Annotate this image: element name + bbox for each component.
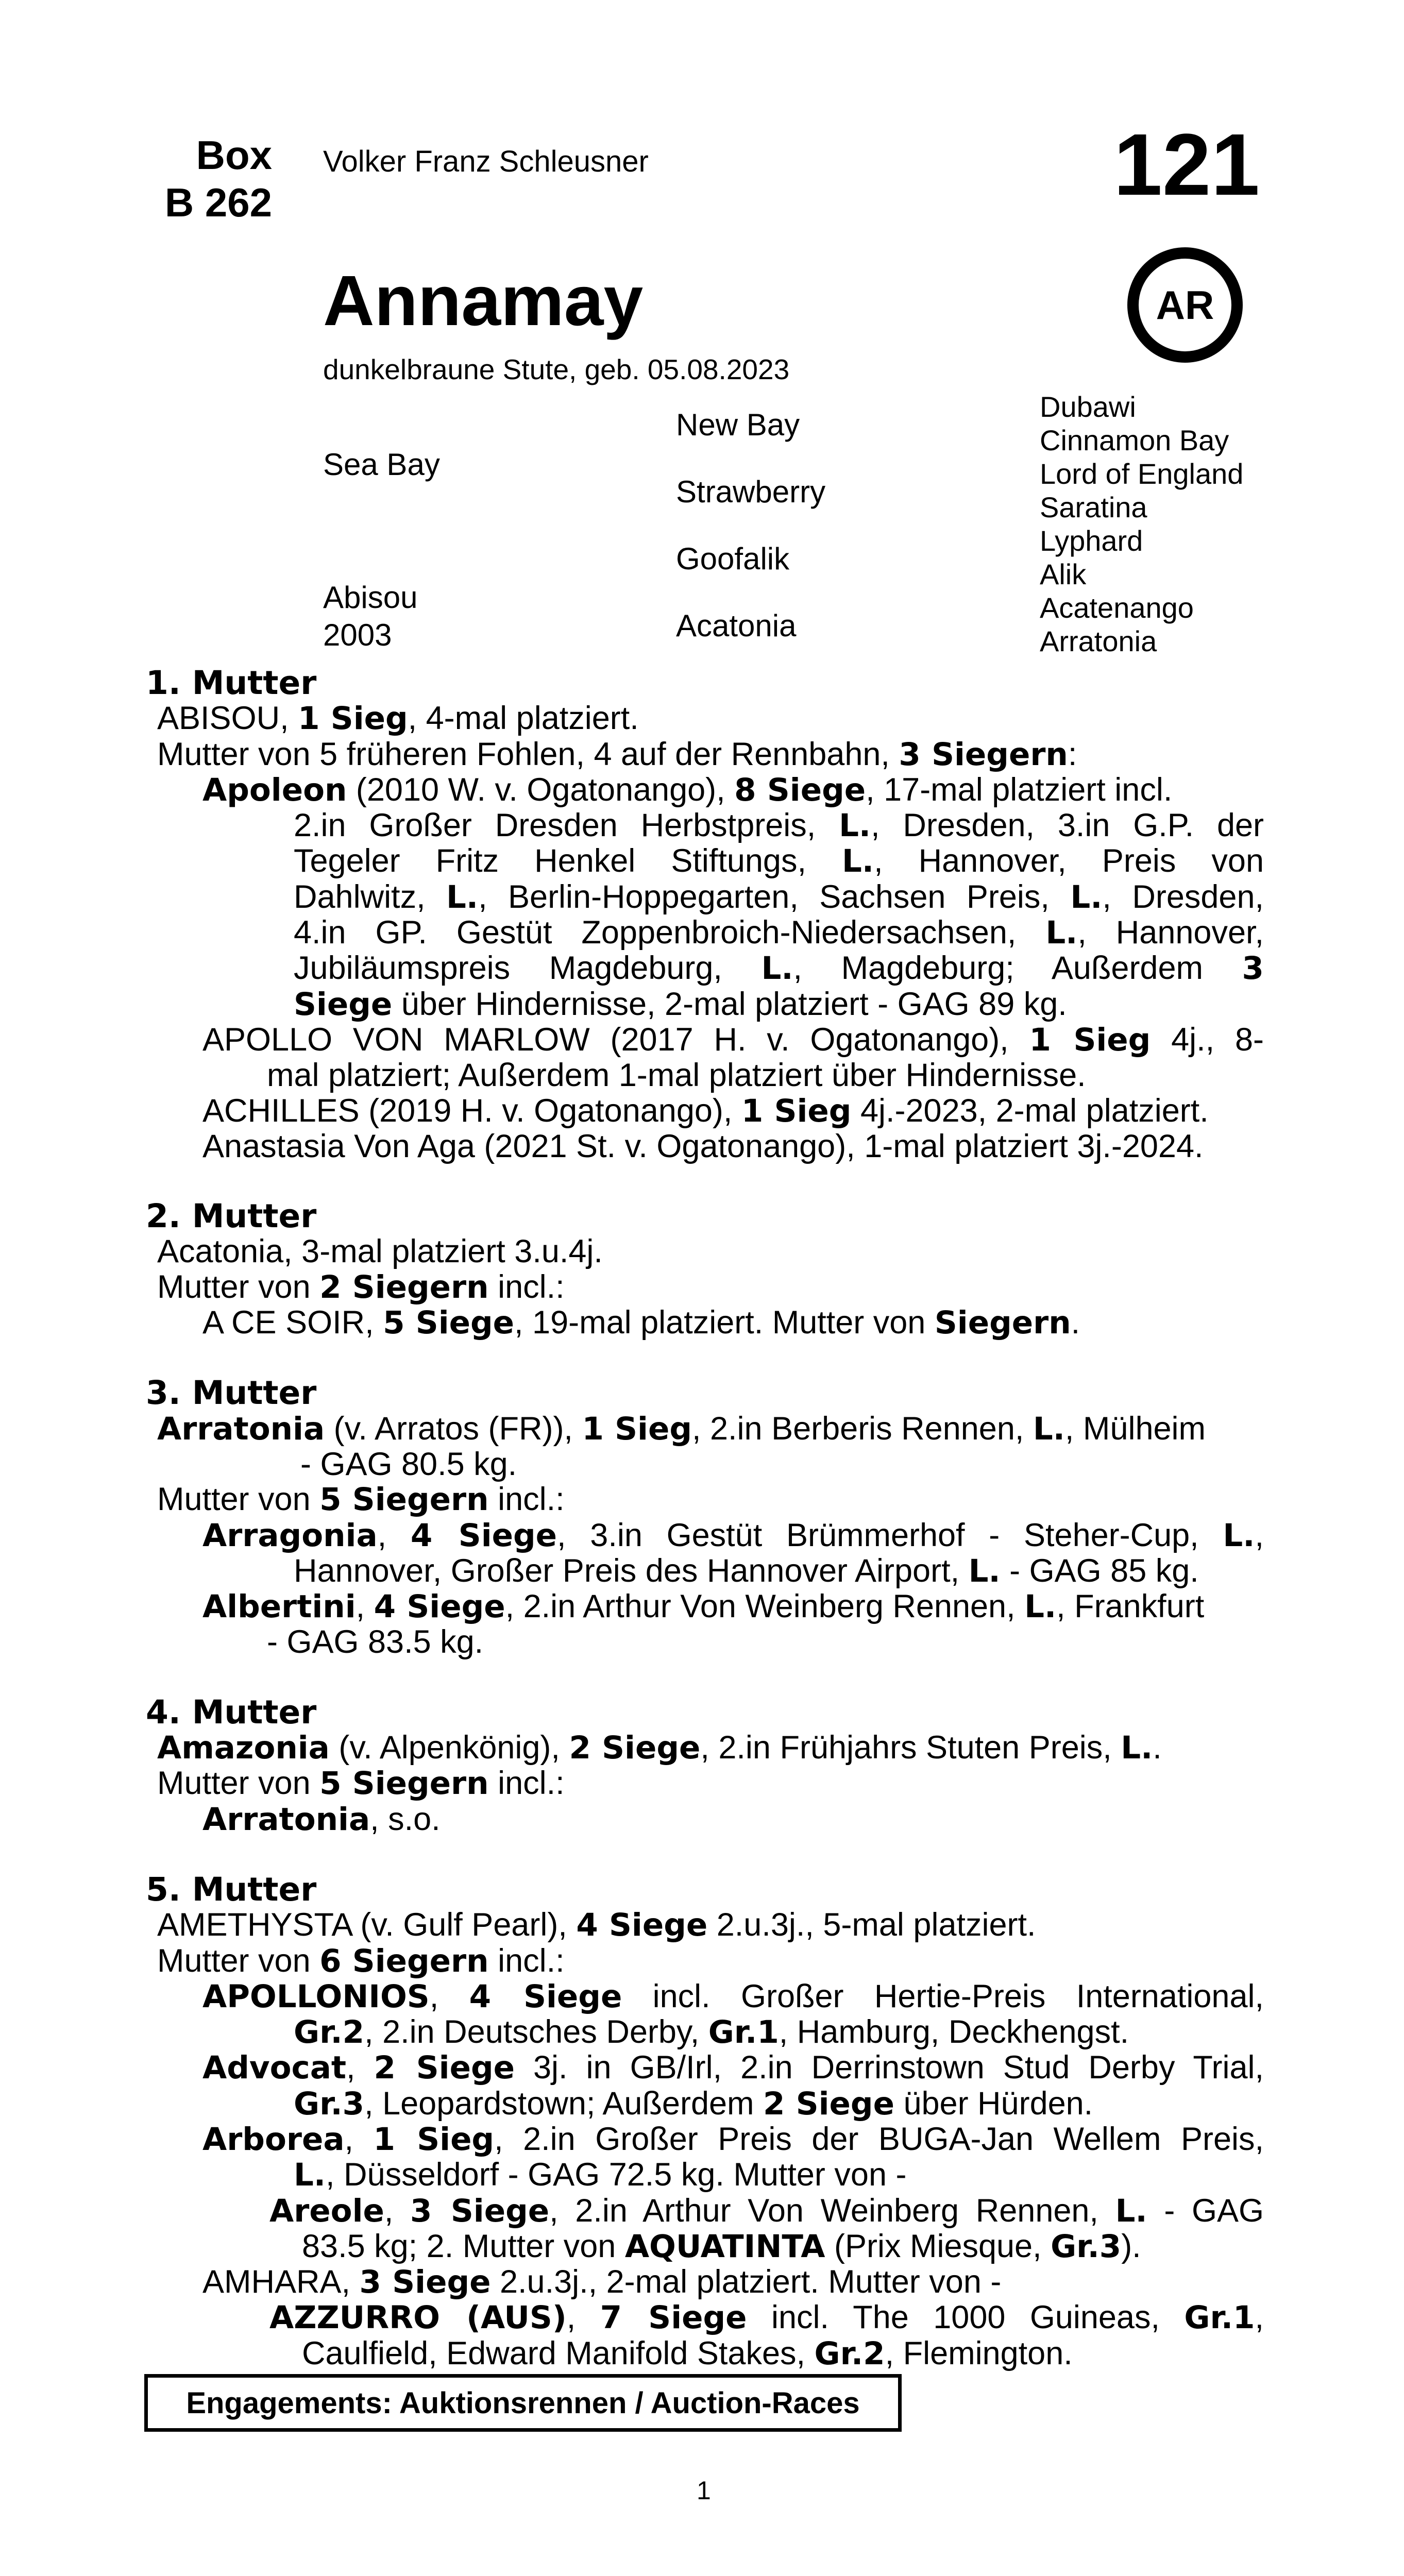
offspring-entry: Advocat, 2 Siege 3j. in GB/Irl, 2.in Derrinstown Stud Derby Trial, xyxy=(202,2049,1264,2087)
pedigree-dam: Abisou xyxy=(323,580,418,615)
offspring-entry-continued: Gr.3, Leopardstown; Außerdem 2 Siege über Hürden. xyxy=(294,2085,1093,2122)
pedigree-grandparent: Strawberry xyxy=(676,474,826,509)
offspring-entry-continued: Tegeler Fritz Henkel Stiftungs, L., Hannover, Preis von xyxy=(294,843,1264,880)
offspring-entry: Albertini, 4 Siege, 2.in Arthur Von Weinberg Rennen, L., Frankfurt xyxy=(202,1588,1205,1625)
lot-number: 121 xyxy=(1113,116,1260,214)
grand-offspring-entry-continued: 83.5 kg; 2. Mutter von AQUATINTA (Prix Miesque, Gr.3). xyxy=(302,2228,1141,2265)
offspring-entry-continued: L., Düsseldorf - GAG 72.5 kg. Mutter von - xyxy=(294,2157,907,2194)
produce-summary: Mutter von 6 Siegern incl.: xyxy=(157,1942,565,1979)
produce-summary: Mutter von 5 früheren Fohlen, 4 auf der Rennbahn, 3 Siegern: xyxy=(157,736,1077,773)
section-heading: 1. Mutter xyxy=(146,664,317,702)
pedigree-grandparent: Acatonia xyxy=(676,608,797,643)
dam-record-continued: - GAG 80.5 kg. xyxy=(300,1446,517,1482)
grand-offspring-entry: Areole, 3 Siege, 2.in Arthur Von Weinberg Rennen, L. - GAG xyxy=(269,2192,1264,2229)
page-number: 1 xyxy=(697,2476,711,2505)
pedigree-great-grandparent: Saratina xyxy=(1040,491,1147,523)
pedigree-great-grandparent: Acatenango xyxy=(1040,591,1194,624)
offspring-entry: ACHILLES (2019 H. v. Ogatonango), 1 Sieg 4j.-2023, 2-mal platziert. xyxy=(202,1092,1209,1129)
section-heading: 4. Mutter xyxy=(146,1693,317,1731)
offspring-entry-continued: Siege über Hindernisse, 2-mal platziert - GAG 89 kg. xyxy=(294,986,1067,1023)
offspring-entry-continued: - GAG 83.5 kg. xyxy=(267,1624,484,1660)
pedigree-great-grandparent: Lord of England xyxy=(1040,457,1244,490)
offspring-entry: APOLLONIOS, 4 Siege incl. Großer Hertie-Preis International, xyxy=(202,1978,1264,2015)
dam-record: ABISOU, 1 Sieg, 4-mal platziert. xyxy=(157,700,639,737)
pedigree-great-grandparent: Lyphard xyxy=(1040,524,1143,557)
dam-record: Acatonia, 3-mal platziert 3.u.4j. xyxy=(157,1233,603,1270)
offspring-entry: A CE SOIR, 5 Siege, 19-mal platziert. Mutter von Siegern. xyxy=(202,1304,1080,1342)
ar-badge xyxy=(1127,247,1243,363)
offspring-entry: Arratonia, s.o. xyxy=(202,1801,441,1838)
offspring-entry-continued: Dahlwitz, L., Berlin-Hoppegarten, Sachsen Preis, L., Dresden, xyxy=(294,878,1264,916)
pedigree-grandparent: Goofalik xyxy=(676,541,790,576)
offspring-entry-continued: 4.in GP. Gestüt Zoppenbroich-Niedersachsen, L., Hannover, xyxy=(294,914,1264,952)
offspring-entry: Anastasia Von Aga (2021 St. v. Ogatonango), 1-mal platziert 3j.-2024. xyxy=(202,1128,1204,1164)
offspring-entry: AMHARA, 3 Siege 2.u.3j., 2-mal platziert. Mutter von - xyxy=(202,2264,1002,2301)
section-heading: 3. Mutter xyxy=(146,1374,317,1412)
grand-offspring-entry: AZZURRO (AUS), 7 Siege incl. The 1000 Guineas, Gr.1, xyxy=(269,2299,1264,2336)
ar-badge-label: AR xyxy=(1156,282,1214,328)
offspring-entry: Arragonia, 4 Siege, 3.in Gestüt Brümmerhof - Steher-Cup, L., xyxy=(202,1517,1264,1554)
offspring-entry: Arborea, 1 Sieg, 2.in Großer Preis der BUGA-Jan Wellem Preis, xyxy=(202,2121,1264,2158)
offspring-entry-continued: mal platziert; Außerdem 1-mal platziert über Hindernisse. xyxy=(267,1057,1086,1094)
offspring-entry-continued: Hannover, Großer Preis des Hannover Airport, L. - GAG 85 kg. xyxy=(294,1552,1199,1589)
dam-record: Amazonia (v. Alpenkönig), 2 Siege, 2.in Frühjahrs Stuten Preis, L.. xyxy=(157,1730,1162,1767)
offspring-entry-continued: 2.in Großer Dresden Herbstpreis, L., Dresden, 3.in G.P. der xyxy=(294,807,1264,844)
engagements-box xyxy=(144,2374,902,2432)
offspring-entry-continued: Gr.2, 2.in Deutsches Derby, Gr.1, Hamburg, Deckhengst. xyxy=(294,2014,1129,2051)
dam-record: Arratonia (v. Arratos (FR)), 1 Sieg, 2.in Berberis Rennen, L., Mülheim xyxy=(157,1410,1206,1447)
produce-summary: Mutter von 2 Siegern incl.: xyxy=(157,1268,565,1306)
offspring-entry-continued: Jubiläumspreis Magdeburg, L., Magdeburg; Außerdem 3 xyxy=(294,950,1264,987)
pedigree-great-grandparents xyxy=(1040,390,1243,658)
section-heading: 5. Mutter xyxy=(146,1870,317,1908)
grand-offspring-entry-continued: Caulfield, Edward Manifold Stakes, Gr.2, Flemington. xyxy=(302,2335,1073,2372)
pedigree-sire: Sea Bay xyxy=(323,447,440,482)
dam-line-content xyxy=(146,666,1264,2371)
pedigree-great-grandparent: Alik xyxy=(1040,558,1087,590)
dam-record: AMETHYSTA (v. Gulf Pearl), 4 Siege 2.u.3j., 5-mal platziert. xyxy=(157,1907,1036,1944)
box-line: Box xyxy=(196,132,272,178)
owner-name: Volker Franz Schleusner xyxy=(323,145,649,178)
box-label xyxy=(138,131,272,226)
section-heading: 2. Mutter xyxy=(146,1197,317,1235)
engagements-label: Engagements: Auktionsrennen / Auction-Races xyxy=(186,2386,860,2420)
offspring-entry: APOLLO VON MARLOW (2017 H. v. Ogatonango), 1 Sieg 4j., 8- xyxy=(202,1021,1264,1058)
pedigree-great-grandparent: Cinnamon Bay xyxy=(1040,424,1229,456)
pedigree-great-grandparent: Arratonia xyxy=(1040,625,1157,657)
produce-summary: Mutter von 5 Siegern incl.: xyxy=(157,1765,565,1802)
offspring-entry: Apoleon (2010 W. v. Ogatonango), 8 Siege, 17-mal platziert incl. xyxy=(202,771,1173,808)
pedigree-dam-year: 2003 xyxy=(323,618,392,652)
pedigree-grandparent: New Bay xyxy=(676,408,800,442)
box-number: B 262 xyxy=(164,180,272,226)
produce-summary: Mutter von 5 Siegern incl.: xyxy=(157,1481,565,1518)
pedigree-great-grandparent: Dubawi xyxy=(1040,391,1136,423)
horse-description: dunkelbraune Stute, geb. 05.08.2023 xyxy=(323,353,790,385)
horse-name: Annamay xyxy=(323,261,644,341)
